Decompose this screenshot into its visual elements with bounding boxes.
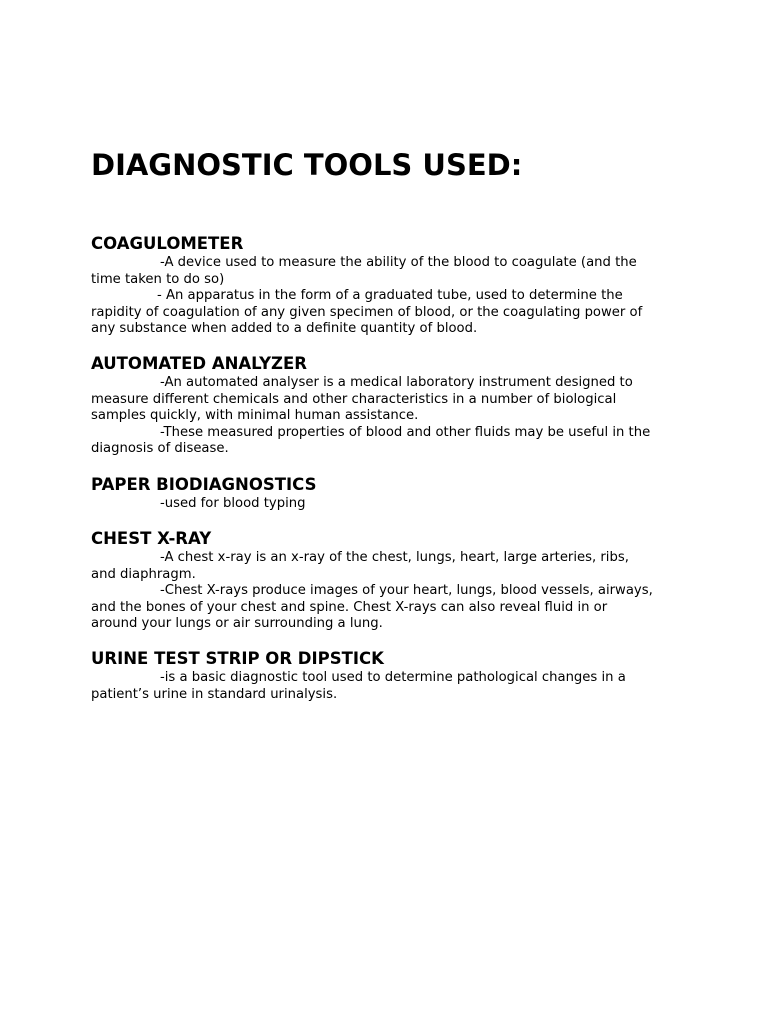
- section-paper-biodiagnostics: [91, 474, 691, 513]
- section-text-line: -is a basic diagnostic tool used to determine pathological changes in a: [160, 670, 626, 685]
- section-text-line: -Chest X-rays produce images of your heart, lungs, blood vessels, airways,: [160, 583, 653, 599]
- section-automated-analyzer: [91, 353, 691, 458]
- section-text-line: - An apparatus in the form of a graduated tube, used to determine the: [157, 288, 623, 304]
- section-text-line: rapidity of coagulation of any given specimen of blood, or the coagulating power of: [91, 304, 643, 320]
- section-text-line: measure different chemicals and other characteristics in a number of biological: [91, 391, 617, 407]
- section-text-line: -used for blood typing: [160, 496, 306, 511]
- section-heading: AUTOMATED ANALYZER: [91, 354, 307, 373]
- section-chest-x-ray: [91, 528, 691, 633]
- section-coagulometer: [91, 233, 691, 338]
- section-urine-test-strip: [91, 648, 691, 703]
- section-text-line: -A chest x-ray is an x-ray of the chest, lungs, heart, large arteries, ribs,: [160, 550, 629, 565]
- section-text-line: time taken to do so): [91, 271, 225, 287]
- section-text-line: and diaphragm.: [91, 566, 196, 582]
- section-text-line: any substance when added to a definite quantity of blood.: [91, 321, 478, 337]
- section-text-line: -A device used to measure the ability of the blood to coagulate (and the: [160, 255, 637, 270]
- section-text-line: diagnosis of disease.: [91, 441, 229, 457]
- section-text-line: -An automated analyser is a medical laboratory instrument designed to: [160, 375, 633, 390]
- section-heading: URINE TEST STRIP OR DIPSTICK: [91, 649, 384, 668]
- section-heading: COAGULOMETER: [91, 234, 244, 253]
- section-text-line: samples quickly, with minimal human assistance.: [91, 408, 419, 424]
- section-text-line: and the bones of your chest and spine. Chest X-rays can also reveal fluid in or: [91, 599, 608, 615]
- section-text-line: -These measured properties of blood and other fluids may be useful in the: [160, 424, 651, 440]
- section-text-line: around your lungs or air surrounding a lung.: [91, 616, 383, 632]
- section-heading: PAPER BIODIAGNOSTICS: [91, 475, 317, 494]
- document-title: DIAGNOSTIC TOOLS USED:: [91, 148, 523, 182]
- section-text-line: patient’s urine in standard urinalysis.: [91, 686, 338, 702]
- section-heading: CHEST X-RAY: [91, 529, 212, 548]
